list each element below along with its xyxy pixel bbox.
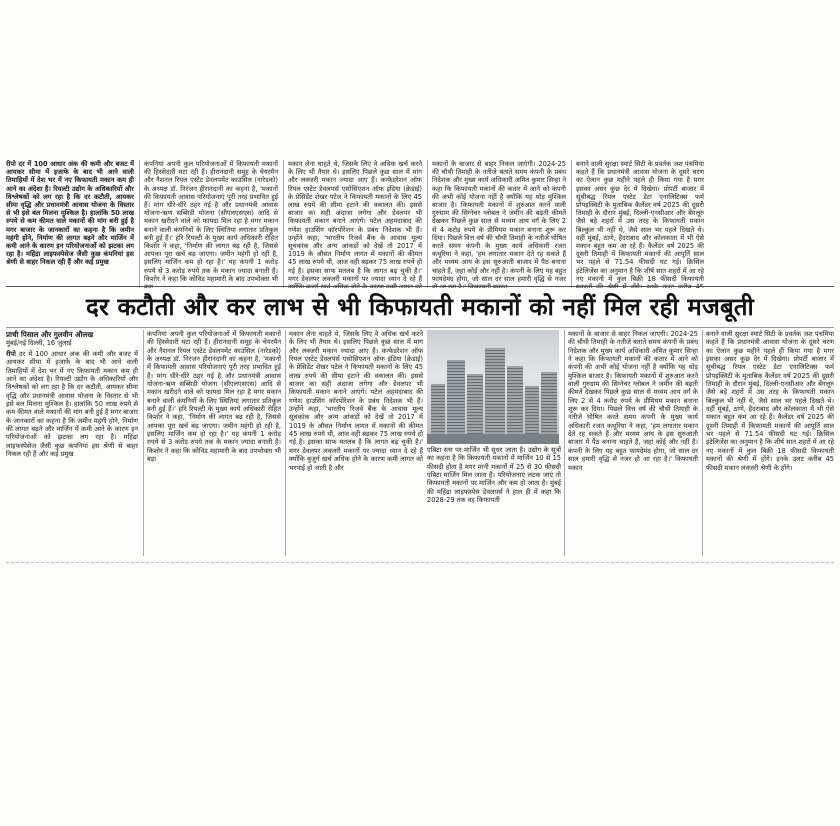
building-shape <box>507 366 523 444</box>
article-col-5: मकानों के बाजार से बाहर निकल जाएगी। 2024-25 की चौथी तिमाही के नतीजे बताते समय कंपनी के प्रबंध निदेशक और मुख्य कार्य अधिकारी अमित कुमार सिन्हा ने कहा कि किफायती मकानों की कतार में आने को कंपनी की अभी कोई योजना नहीं है क्योंकि यह थोड़ मुश्किल बाजार है। किफायती मकानों में शुरुआत करने वाली गुरुग्राम की सिग्नेचर ग्लोबल ने जमीन की बढ़ती कीमतें देखकर पिछले कुछ साल से मध्यम आय वर्ग के लिए 2 से 4 करोड़ रुपये के प्रीमियम मकान बनाना शुरू कर दिया। पिछले वित्त वर्ष की चौथी तिमाही के नतीजे घोषित करते समय कंपनी के मुख्य कार्य अधिकारी रजत कथूरिया ने कहा, 'हम लगातार मकान देते रह सकते हैं और मध्यम आय के इस सुरुआती बाजार में पैठ बनाना चाहते हैं, जहां कोई और नहीं है। कंपनी के लिए यह बहुत फायदेमंद होगा, जो साल दर साल हमारी वृद्धि से नजर हो आ रहा है।' किफायती मकान <box>568 330 698 472</box>
building-shape <box>485 348 505 444</box>
cut-line <box>6 562 834 563</box>
column-divider <box>143 330 144 556</box>
lead-word: रीपो <box>6 350 16 358</box>
upper-col-5: बनाने वाली सुरक्षा स्मार्ट सिटी के प्रवर्तक जश पंचमिया कहते हैं कि प्रधानमंत्री आवास योजना के दूसरे चरण का ऐलान कुछ महीने पहले ही किया गया है मगर इसका असर कुछ देर में दिखेगा। प्रोपर्टी बाजार में सूचीबद्ध रियल एस्टेट डेटा एनालिटिक्स फर्म प्रोपइक्विटी के मुताबिक कैलेंडर वर्ष 2025 की दूसरी तिमाही के दौरान मुंबई, दिल्ली-एनसीआर और बेंगलूरु जैसे बड़े शहरों में उस तरह के किफायती मकान बिल्कुल भी नहीं थे, जैसे साल भर पहले दिखते थे। वहीं मुंबई, ठाणे, हैदराबाद और कोलकाता में भी ऐसे मकान बहुत कम आ रहे हैं। कैलेंडर वर्ष 2025 की दूसरी तिमाही में किफायती मकानों की आपूर्ति साल भर पहले से 71.54 फीसदी घट गई। क्रिसिल इंटेलिजेंस का अनुमान है कि शीर्ष सात शहरों में आ रहे नए मकानों में कुल बिक्री 18 फीसदी किफायती <box>576 160 704 283</box>
column-divider <box>285 330 286 556</box>
headline: दर कटौती और कर लाभ से भी किफायती मकानों को नहीं मिल रही मजबूती <box>86 293 754 321</box>
column-divider <box>564 330 565 556</box>
article-col-4: एबिटा स्तर पर मार्जिन भी सुधर जाता है। उद्योग के सूत्रों का कहना है कि किफायती मकानों में मार्जिन 10 से 15 फीसदी होता है मगर मानी मकानों में 25 से 30 फीसदी एबिटा मार्जिन मिल जाता है। परियोजनाएं लटक जाएं तो किफायती मकानों पर मार्जिन और कम हो जाता है। मुंबई की महिंद्रा लाइफस्पेस डेवलपर्स ने हाल ही में कहा कि 2028-29 तक वह किफायती <box>427 446 561 505</box>
article-col-1-text: दर में 100 आधार अंक की कमी और बजट में आयकर सीमा में इजाफे के बाद भी आने वाली तिमाहियों में देश भर में नए किफायती मकान कम ही आने का अंदेशा है। रियल्टी उद्योग के अधिकारियों और विश्लेषकों को लग रहा है कि दर कटौती, आयकर सीमा वृद्धि और प्रधानमंत्री आवास योजना के विस्तार से भी इसे बल मिलना मुश्किल है। हालांकि 50 लाख रुपये से कम कीमत वाले मकानों की मांग बनी हुई है मगर बाजार के जानकारों का कहना है कि जमीन महंगी होने, निर्माण की लागत बढ़ने और मार्जिन में कमी आने के कारण इन परियोजनाओं को झटका लग रहा है। महिंद्रा लाइफस्पेसेज जैसी कुछ कंपनियां इस श्रेणी से बाहर निकल रही हैं और कई प्रमुख <box>6 350 138 459</box>
upper-col-2: कंपनियां अपनी कुल परियोजनाओं में किफायती मकानों की हिस्सेदारी घटा रही हैं। हीरानंदानी समूह के चेयरमैन और नैशनल रियल एस्टेट डेवलपमेंट काउंसिल (नारेडको) के अध्यक्ष डॉ. निरंजन हीरानंदानी का कहना है, 'मकानों की किफायती आवास परियोजनाएं पूरी तरह प्रभावित हुई हैं। मांग धीरे-धीरे ठहर गई है और प्रधानमंत्री आवास योजना-ऋण सब्सिडी योजना (सीएलएसएस) आदि से मकान खरीदने वाले को फायदा मिल रहा है मगर मकान बनाने वाली कंपनियों के लिए स्थितियां लगातार प्रतिकूल बनी हुई हैं।' हरि रियल्टी के मुख्य कार्य अधिकारी रोहित किशोर ने कहा, 'निर्माण की लागत बढ़ रही है, जिससे आपका पूरा खर्च बढ़ जाएगा। जमीन महंगी हो रही है, इसलिए मार्जिन कम हो रहा है।' यह कंपनी 1 करोड़ रुपये से 3 करोड़ रुपये तक के मकान ज्यादा बनाती है। किशोर ने कहा कि कोविड महामारी के बाद उपभोक्ता भी <box>144 160 278 283</box>
headline-rule-bottom <box>6 327 834 328</box>
column-divider <box>427 160 428 288</box>
article-col-6: बनाने वाली सुरक्षा स्मार्ट सिटी के प्रवर्तक जश पंचमिया कहते हैं कि प्रधानमंत्री आवास योजना के दूसरे चरण का ऐलान कुछ महीने पहले ही किया गया है मगर इसका असर कुछ देर में दिखेगा। प्रोपर्टी बाजार में सूचीबद्ध रियल एस्टेट डेटा एनालिटिक्स फर्म प्रोपइक्विटी के मुताबिक कैलेंडर वर्ष 2025 की दूसरी तिमाही के दौरान मुंबई, दिल्ली-एनसीआर और बेंगलूरु जैसे बड़े शहरों में उस तरह के किफायती मकान बिल्कुल भी नहीं थे, जैसे साल भर पहले दिखते थे। वहीं मुंबई, ठाणे, हैदराबाद और कोलकाता में भी ऐसे मकान बहुत कम आ रहे हैं। कैलेंडर वर्ष 2025 की दूसरी तिमाही में किफायती मकानों की आपूर्ति साल भर पहले से 71.54 फीसदी घट गई। क्रिसिल इंटेलिजेंस का अनुमान है कि शीर्ष सात शहरों में आ रहे नए मकानों में कुल बिक्री 18 फीसदी किफायती मकानों की श्रेणी में होंगे। इनके उलट करीब 45 फीसदी मकान लक्जरी श्रेणी के होंगे। <box>706 330 834 472</box>
upper-col-1: रीपो दर में 100 आधार अंक की कमी और बजट में आयकर सीमा में इजाफे के बाद भी आने वाली तिमाहियों में देश भर में नए किफायती मकान कम ही आने का अंदेशा है। रियल्टी उद्योग के अधिकारियों और विश्लेषकों को लग रहा है कि दर कटौती, आयकर सीमा वृद्धि और प्रधानमंत्री आवास योजना के विस्तार से भी इसे बल मिलना मुश्किल है। हालांकि 50 लाख रुपये से कम कीमत वाले मकानों की मांग बनी हुई है मगर बाजार के जानकारों का कहना है कि जमीन महंगी होने, निर्माण की लागत बढ़ने और मार्जिन में कमी आने के कारण इन परियोजनाओं को झटका लग रहा है। महिंद्रा लाइफस्पेसेज जैसी कुछ कंपनियां इस श्रेणी से बाहर निकल रही हैं और कई प्रमुख <box>6 160 134 267</box>
article-col-2: कंपनियां अपनी कुल परियोजनाओं में किफायती मकानों की हिस्सेदारी घटा रही हैं। हीरानंदानी समूह के चेयरमैन और नैशनल रियल एस्टेट डेवलपमेंट काउंसिल (नारेडको) के अध्यक्ष डॉ. निरंजन हीरानंदानी का कहना है, 'मकानों में किफायती आवास परियोजनाएं पूरी तरह प्रभावित हुई हैं। मांग धीरे-धीरे ठहर गई है और प्रधानमंत्री आवास योजना-ऋण सब्सिडी योजना (सीएलएसएस) आदि से मकान खरीदने वाले को फायदा मिल रहा है मगर मकान बनाने वाली कंपनियों के लिए स्थितियां लगातार प्रतिकूल बनी हुई हैं।' हरि रियल्टी के मुख्य कार्य अधिकारी रोहित किशोर ने कहा, 'निर्माण की लागत बढ़ रही है, जिससे आपका पूरा खर्च बढ़ जाएगा। जमीन महंगी हो रही है, इसलिए मार्जिन कम हो रहा है।' यह कंपनी 1 करोड़ रुपये से 3 करोड़ रुपये तक के मकान ज्यादा बनाती है। किशोर ने कहा कि कोविड महामारी के बाद उपभोक्ता भी बड़ा <box>147 330 281 464</box>
headline-rule-top <box>6 286 834 287</box>
ground <box>427 434 559 444</box>
upper-col-4: मकानों के बाजार से बाहर निकल जाएंगी। 2024-25 की चौथी तिमाही के नतीजे बताते समय कंपनी के प्रबंध निदेशक और मुख्य कार्य अधिकारी अमित कुमार सिन्हा ने कहा कि किफायती मकानों की कतार में आने को कंपनी की अभी कोई योजना नहीं है क्योंकि यह थोड़ मुश्किल बाजार है। किफायती मकानों में शुरुआत करने वाली गुरुग्राम की सिग्नेचर ग्लोबल ने जमीन की बढ़ती कीमतें देखकर पिछले कुछ साल से मध्यम आय वर्ग के लिए 2 से 4 करोड़ रुपये के प्रीमियम मकान बनाना शुरू कर दिया। पिछले वित्त वर्ष की चौथी तिमाही के नतीजे घोषित करते समय कंपनी के मुख्य कार्य अधिकारी रजत कथूरिया ने कहा, 'हम लगातार मकान देते रह सकते हैं और मध्यम आय के इस सुरुआती बाजार में पैठ बनाना चाहते हैं, जहां कोई और नहीं है। कंपनी के लिए यह बहुत फायदेमंद होगा, जो साल दर साल हमारी वृद्धि से नजर <box>432 160 566 283</box>
buildings-photo <box>427 330 559 444</box>
column-divider <box>283 160 284 288</box>
column-divider <box>702 330 703 556</box>
article-col-3: मकान लेना चाहते थे, जिसके लिए वे अधिक खर्च करने के लिए भी तैयार थे। इसलिए पिछले कुछ साल में मांग और लक्जरी मकान ज्यादा आए हैं। कन्फेडरेशन ऑफ रियल एस्टेट डेवलपर्स एसोसिएशन ऑफ इंडिया (क्रेडाई) के प्रेसिडेंट शेखर पटेल ने किफायती मकानों के लिए 45 लाख रुपये की सीमा हटाने की वकालत की। इससे बाजार का सही अंदाजा लगेगा और डेवलपर भी किफायती मकान बनाने आएंगे। पटेल अहमदाबाद की गणेश हाउसिंग कॉरपोरेशन के प्रबंध निदेशक भी हैं। उन्होंने कहा, 'भारतीय रिजर्व बैंक के आवास मूल्य सूचकांक और अन्य आंकड़ों को देखें तो 2017 में 1019 के औसत निर्माण लागत में मकानों की कीमत 45 लाख रुपये थी, आज वही बढ़कर 75 लाख रुपये हो गई है। इसका साफ मतलब है कि लागत बढ़ चुकी है।' मगर डेवलपर लक्जरी मकानों पर ज्यादा ध्यान दे रहे हैं क्योंकि बुजुर्ग खर्च अधिक होने के कारण कमी लागत को भरपाई हो जाती है और <box>289 330 423 472</box>
column-divider <box>571 160 572 288</box>
dateline: मुंबई/नई दिल्ली, 16 जुलाई <box>6 339 72 347</box>
article-body <box>6 330 836 560</box>
upper-text-block <box>6 160 836 288</box>
byline-authors: प्राची पिसाल और गुलवीन औलख <box>6 330 94 339</box>
article-col-1 <box>6 330 138 556</box>
upper-col-3: मकान लेना चाहते थे, जिसके लिए वे अधिक खर्च करने के लिए भी तैयार थे। इसलिए पिछले कुछ साल में मांग और लक्जरी मकान ज्यादा आए हैं। कन्फेडरेशन ऑफ रियल एस्टेट डेवलपर्स एसोसिएशन ऑफ इंडिया (क्रेडाई) के प्रेसिडेंट शेखर पटेल ने किफायती मकानों के लिए 45 लाख रुपये की सीमा हटाने की वकालत की। इससे बाजार का सही अंदाजा लगेगा और डेवलपर भी किफायती मकान बनाने आएंगे। पटेल अहमदाबाद की गणेश हाउसिंग कॉरपोरेशन के प्रबंध निदेशक भी हैं। उन्होंने कहा, 'भारतीय रिजर्व बैंक के आवास मूल्य सूचकांक और अन्य आंकड़ों को देखें तो 2017 में 1019 के औसत निर्माण लागत में मकानों की कीमत 45 लाख रुपये थी, आज वही बढ़कर 75 लाख रुपये हो गई है। इसका साफ मतलब है कि लागत बढ़ चुकी है।' मगर डेवलपर लक्जरी मकानों पर ज्यादा ध्यान दे रहे हैं <box>288 160 422 283</box>
column-divider <box>139 160 140 288</box>
building-shape <box>447 360 465 444</box>
